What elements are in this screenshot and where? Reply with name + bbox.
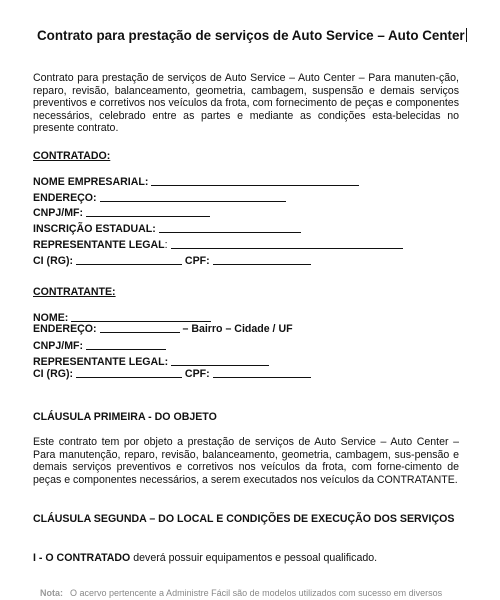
contratante-endereco-row [33,322,293,336]
contratado-cpf-label: CPF: [184,255,210,267]
document-title [37,28,467,43]
contratado-ci-row [33,254,311,268]
contratado-representante-label: REPRESENTANTE LEGAL [33,239,165,251]
contratado-nome-label: NOME EMPRESARIAL: [33,176,149,188]
contratante-cpf-label: CPF: [184,368,210,380]
clausula-segunda-title: CLÁUSULA SEGUNDA – DO LOCAL E CONDIÇÕES DE EXECUÇÃO DOS SERVIÇOS [33,513,455,525]
note-label: Nota: [40,588,63,598]
contratante-nome-label: NOME: [33,312,69,324]
contratante-representante-blank[interactable] [171,355,269,366]
contratado-representante-colon: : [164,239,168,251]
contratado-cpf-blank[interactable] [213,254,311,265]
contratado-ci-blank[interactable] [76,254,182,265]
contratante-endereco-label: ENDEREÇO: [33,323,97,335]
contratado-endereco-row [33,191,286,205]
contratante-cnpj-row [33,339,166,353]
contratado-inscricao-label: INSCRIÇÃO ESTADUAL: [33,223,156,235]
contratado-nome-row [33,175,359,189]
contratante-endereco-blank[interactable] [100,322,180,333]
contratante-bairro-text: – Bairro – Cidade / UF [182,323,293,335]
document-title-text: Contrato para prestação de serviços de Auto Service – Auto Center [37,28,465,43]
intro-paragraph: Contrato para prestação de serviços de Auto Service – Auto Center – Para manuten-ção, reparo, revisão, balanceamento, geometria, cambagem, suspensão e demais serviços preventivos e corretivos nos veículos da frota, com fornecimento de peças e componentes necessários, celebrado entre as partes e mediante as condições esta-belecidas no presente contrato. [33,72,459,134]
item-prefix: I - O [33,552,57,564]
clausula-segunda-item [33,552,377,565]
contratante-representante-label: REPRESENTANTE LEGAL: [33,356,169,368]
contratado-representante-blank[interactable] [171,238,403,249]
contratante-cnpj-blank[interactable] [86,339,166,350]
contratado-cnpj-row [33,206,210,220]
contratado-endereco-label: ENDEREÇO: [33,192,97,204]
contratado-cnpj-blank[interactable] [86,206,210,217]
contratado-endereco-blank[interactable] [100,191,286,202]
contratante-heading: CONTRATANTE: [33,286,116,298]
contratante-cpf-blank[interactable] [213,367,311,378]
item-contratado: CONTRATADO [56,552,131,564]
contratado-heading: CONTRATADO: [33,150,111,162]
note-text: O acervo pertencente a Administre Fácil são de modelos utilizados com sucesso em diversos [70,588,443,598]
contratado-ci-label: CI (RG): [33,255,74,267]
contratante-ci-label: CI (RG): [33,368,74,380]
contratante-ci-row [33,367,311,381]
clausula-primeira-text: Este contrato tem por objeto a prestação de serviços de Auto Service – Auto Center – Para manutenção, reparo, revisão, balanceamento, geometria, cambagem, sus-pensão e demais serviços preventivos e corretivos nos veículos da frota, com forne-cimento de peças e componentes necessários, a serem executados nos veículos da CONTRATANTE. [33,436,459,486]
text-cursor [466,28,467,42]
contratado-representante-row [33,238,403,252]
contratado-nome-blank[interactable] [151,175,359,186]
clausula-primeira-title: CLÁUSULA PRIMEIRA - DO OBJETO [33,411,217,423]
contratante-cnpj-label: CNPJ/MF: [33,340,84,352]
contratado-inscricao-blank[interactable] [159,222,301,233]
contratado-cnpj-label: CNPJ/MF: [33,207,84,219]
contratante-nome-blank[interactable] [71,311,211,322]
item-rest: deverá possuir equipamentos e pessoal qualificado. [130,552,378,564]
contratante-ci-blank[interactable] [76,367,182,378]
contratado-inscricao-row [33,222,301,236]
footer-note [0,588,500,600]
